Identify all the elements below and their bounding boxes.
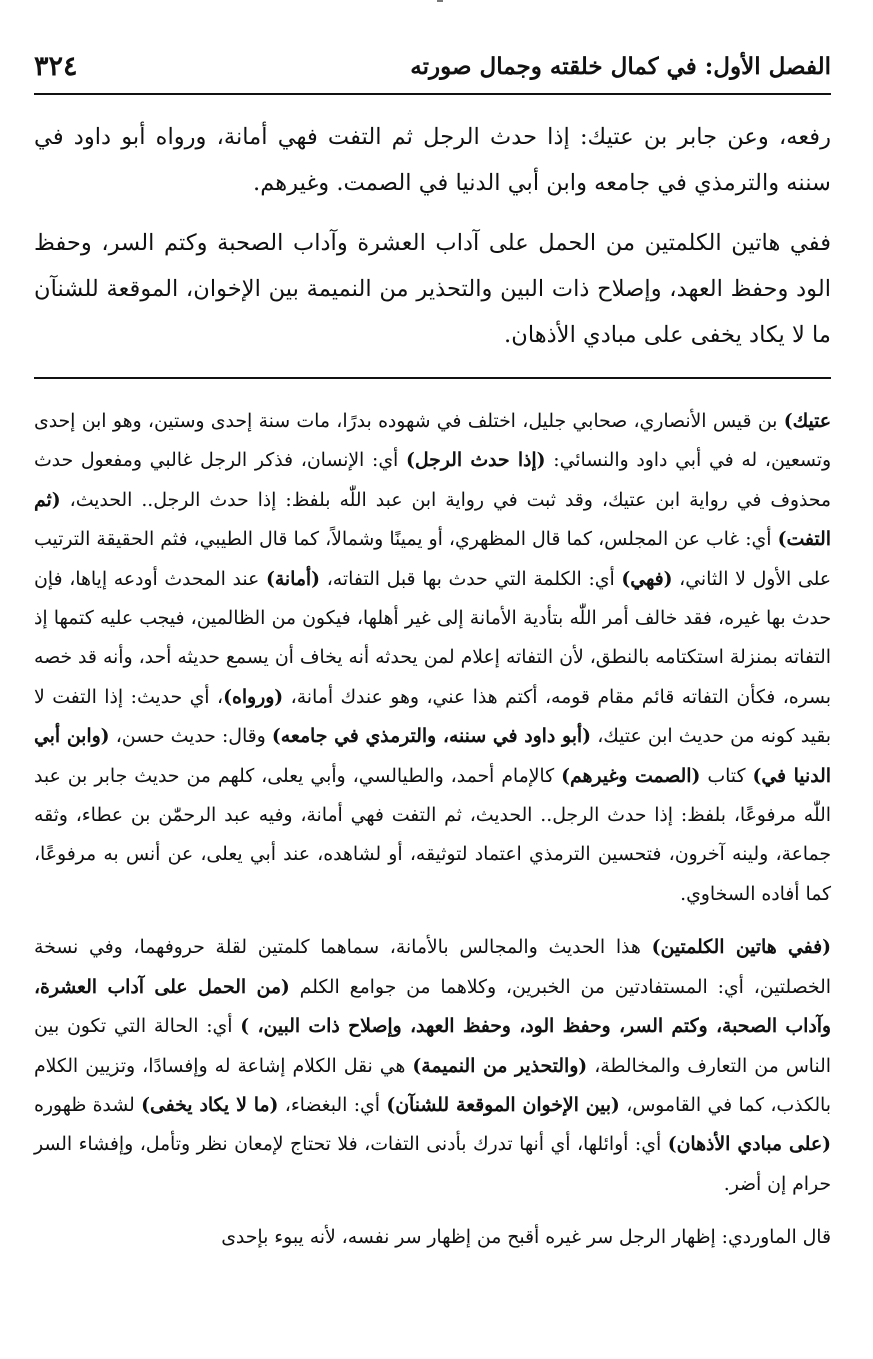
scan-mark — [437, 0, 443, 2]
commentary-text: كتاب — [700, 765, 753, 787]
quoted-phrase: (فهي) — [621, 567, 673, 590]
quoted-phrase: (إذا حدث الرجل) — [406, 449, 546, 472]
commentary-text: أي: غاب عن المجلس، كما قال المظهري، أو يمينًا وشمالاً، كما قال الطيبي، فثم الحقيقة الترتيب على الأول لا الثاني، — [34, 529, 831, 590]
commentary — [34, 402, 831, 1258]
quoted-phrase: (ثم التفت) — [34, 488, 831, 551]
commentary-text: وقال: حديث حسن، — [109, 726, 272, 748]
main-paragraph: رفعه، وعن جابر بن عتيك: إذا حدث الرجل ثم التفت فهي أمانة، ورواه أبو داود في سننه والترمذي في جامعه وابن أبي الدنيا في الصمت. وغيرهم. — [34, 124, 831, 196]
chapter-title: الفصل الأول: في كمال خلقته وجمال صورته — [410, 52, 831, 80]
main-paragraph: ففي هاتين الكلمتين من الحمل على آداب العشرة وآداب الصحبة وكتم السر، وحفظ الود وحفظ العهد، وإصلاح ذات البين والتحذير من النميمة بين الإخوان، الموقعة للشنآن ما لا يكاد يخفى على مبادي الأذهان. — [34, 230, 831, 348]
header-divider — [34, 93, 831, 95]
page-number: ٣٢٤ — [34, 50, 78, 82]
page-header — [34, 46, 831, 86]
commentary-text: أي: الإنسان، فذكر الرجل غالبي ومفعول حدث محذوف في رواية ابن عتيك، وقد ثبت في رواية ابن عبد اللّٰه بلفظ: إذا حدث الرجل.. الحديث، — [34, 450, 831, 511]
quoted-phrase: (وابن أبي الدنيا في) — [34, 725, 831, 787]
quoted-phrase: (الصمت وغيرهم) — [561, 764, 701, 787]
commentary-paragraph — [34, 928, 831, 1204]
commentary-text: أي: البغضاء، — [278, 1094, 387, 1116]
quoted-phrase: (بين الإخوان الموقعة للشنآن) — [386, 1093, 620, 1116]
main-text — [34, 114, 831, 372]
quoted-phrase: عتيك) — [783, 410, 831, 432]
commentary-text: هي نقل الكلام إشاعة له وإفسادًا، وتزيين الكلام بالكذب، كما في القاموس، — [34, 1055, 831, 1116]
quoted-phrase: (ففي هاتين الكلمتين) — [651, 936, 831, 959]
quoted-phrase: (على مبادي الأذهان) — [667, 1133, 831, 1156]
commentary-text: ، أي حديث: إذا التفت لا بقيد كونه من حديث ابن عتيك، — [34, 686, 832, 748]
quoted-phrase: (ما لا يكاد يخفى) — [141, 1093, 279, 1116]
quoted-phrase: (أمانة) — [265, 567, 321, 590]
commentary-text: بن قيس الأنصاري، صحابي جليل، اختلف في شهوده بدرًا، مات سنة إحدى وستين، وهو ابن إحدى وتسعين، له في أبي داود والنسائي: — [34, 411, 832, 472]
commentary-text: أي: الكلمة التي حدث بها قبل التفاته، — [320, 568, 622, 590]
commentary-text: هذا الحديث والمجالس بالأمانة، سماهما كلمتين لقلة حروفهما، وفي نسخة الخصلتين، أي: المستفادتين من الخبرين، وكلاهما من جوامع الكلم — [34, 937, 831, 998]
commentary-paragraph: قال الماوردي: إظهار الرجل سر غيره أقبح من إظهار سر نفسه، لأنه يبوء بإحدى — [221, 1227, 831, 1249]
commentary-paragraph — [34, 402, 831, 914]
commentary-text: أي: أوائلها، أي أنها تدرك بأدنى التفات، فلا تحتاج لإمعان نظر وتأمل، وإفشاء السر حرام إن أضر. — [34, 1134, 831, 1195]
quoted-phrase: (ورواه) — [223, 685, 284, 708]
quoted-phrase: (والتحذير من النميمة) — [412, 1054, 588, 1077]
quoted-phrase: (أبو داود في سننه، والترمذي في جامعه) — [271, 725, 592, 748]
commentary-text: عند المحدث أودعه إياها، فإن حدث بها غيره، فقد خالف أمر اللّٰه بتأدية الأمانة إلى غير أهلها، فيكون من الظالمين، فيجب عليه كتمها إذ التفاته بمنزلة استكتامه بالنطق، لأن التفاته إعلام لمن يحدثه أنه يخاف أن يسمع حديثه أحد، وأنه قد خصه بسره، فكأن التفاته قائم مقام قومه، أكتم هذا عني، وهو عندك أمانة، — [34, 568, 831, 708]
commentary-divider — [34, 377, 831, 379]
commentary-text: أي: الحالة التي تكون بين الناس من التعارف والمخالطة، — [34, 1016, 831, 1077]
quoted-phrase: (من الحمل على آداب العشرة، وآداب الصحبة، وكتم السر، وحفظ الود، وحفظ العهد، وإصلاح ذات البين، ) — [34, 975, 831, 1038]
commentary-text: كالإمام أحمد، والطيالسي، وأبي يعلى، كلهم من حديث جابر بن عبد اللّٰه مرفوعًا، بلفظ: إذا حدث الرجل.. الحديث، ثم التفت فهي أمانة، وفيه عبد الرحمّٰن بن عطاء، وثقه جماعة، ولينه آخرون، فتحسين الترمذي اعتماد لتوثيقه، أو لشاهده، عند أبي يعلى، عن أنس به مرفوعًا، كما أفاده السخاوي. — [34, 765, 831, 905]
commentary-text: لشدة ظهوره — [34, 1094, 142, 1116]
